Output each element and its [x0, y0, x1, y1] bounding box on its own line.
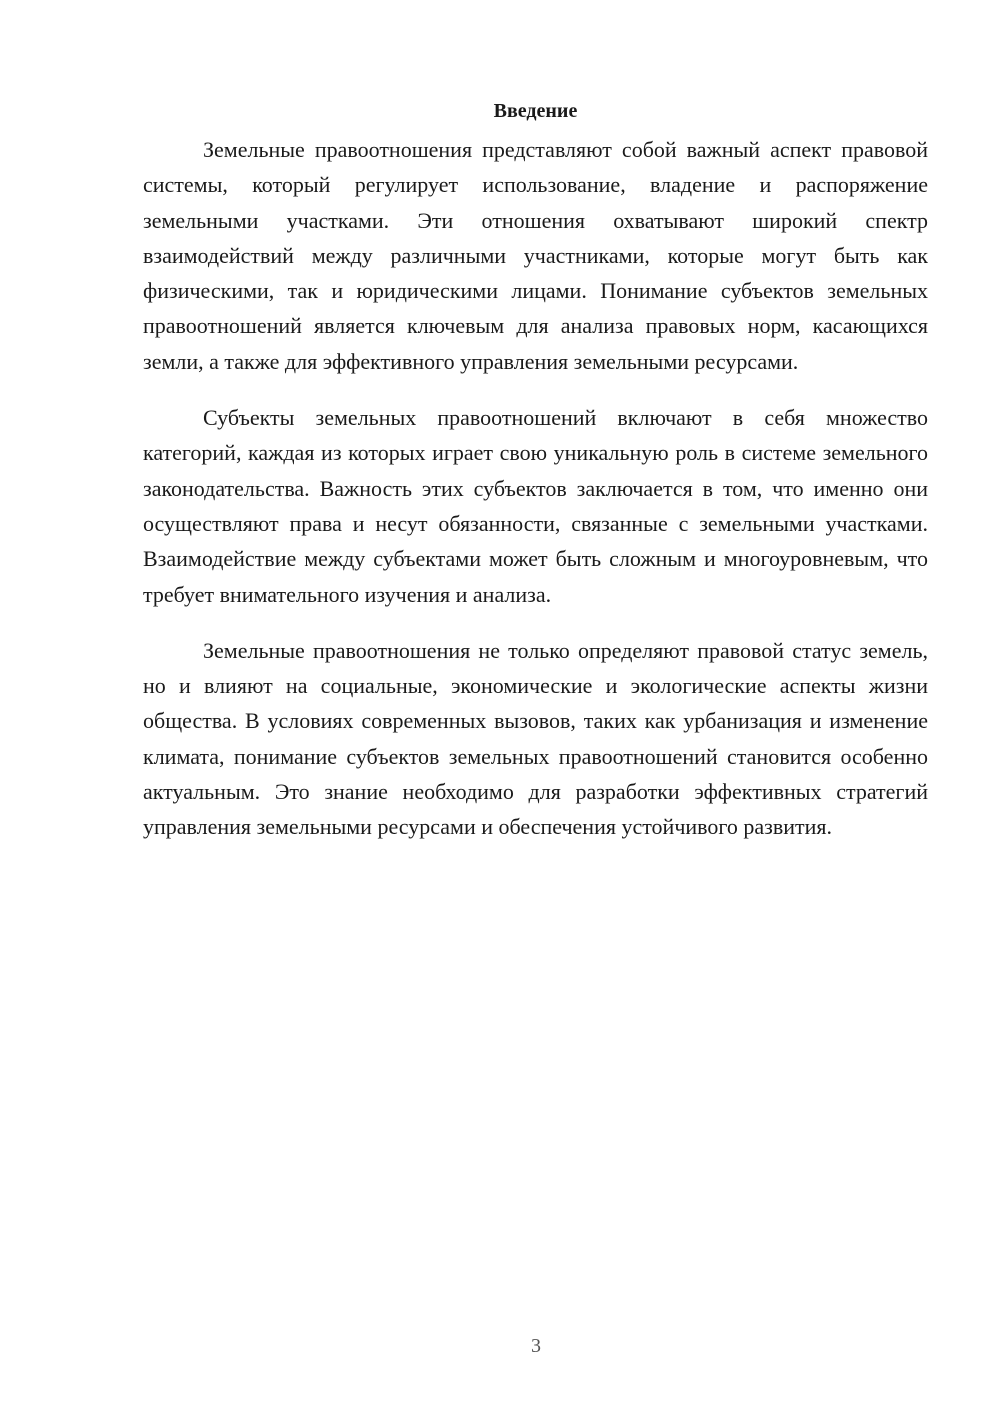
- paragraph-3: Земельные правоотношения не только определяют правовой статус земель, но и влияют на социальные, экономические и экологические аспекты жизни общества. В условиях современных вызовов, таких как урбанизация и изменение климата, понимание субъектов земельных правоотношений становится особенно актуальным. Это знание необходимо для разработки эффективных стратегий управления земельными ресурсами и обеспечения устойчивого развития.: [143, 637, 928, 840]
- paragraph-2: Субъекты земельных правоотношений включают в себя множество категорий, каждая из которых играет свою уникальную роль в системе земельного законодательства. Важность этих субъектов заключается в том, что именно они осуществляют права и несут обязанности, связанные с земельными участками. Взаимодействие между субъектами может быть сложным и многоуровневым, что требует внимательного изучения и анализа.: [143, 405, 928, 607]
- section-heading: Введение: [493, 100, 578, 122]
- page-content: [143, 96, 928, 866]
- page-number: 3: [531, 1335, 541, 1357]
- paragraph-1: Земельные правоотношения представляют собой важный аспект правовой системы, который регулирует использование, владение и распоряжение земельными участками. Эти отношения охватывают широкий спектр взаимодействий между различными участниками, которые могут быть как физическими, так и юридическими лицами. Понимание субъектов земельных правоотношений является ключевым для анализа правовых норм, касающихся земли, а также для эффективного управления земельными ресурсами.: [143, 137, 928, 374]
